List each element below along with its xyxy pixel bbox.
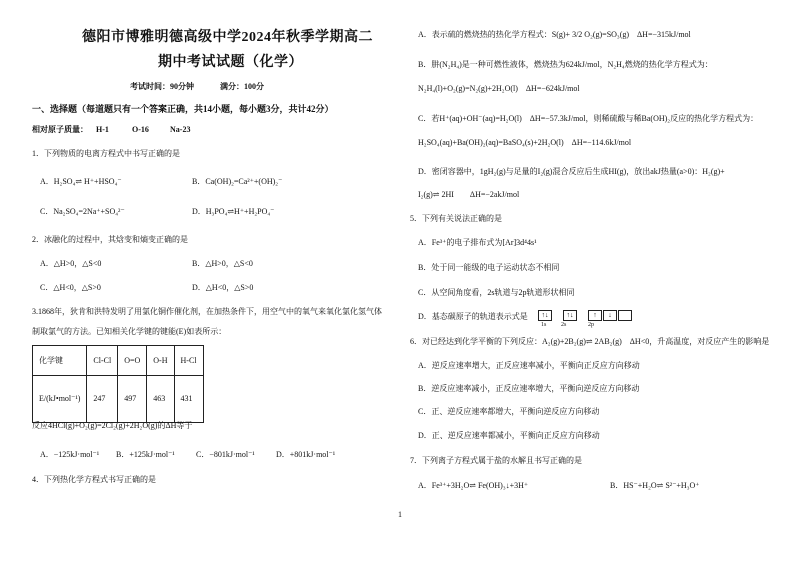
bond-table-value-row: [33, 376, 204, 423]
exam-title-line2: 期中考试试题（化学）: [158, 55, 303, 70]
q4-option-c-line1: C．若H⁺(aq)+OH⁻(aq)=H₂O(l) ΔH=−57.3kJ/mol，则稀硫酸与稀Ba(OH)₂反应的热化学方程式为：: [418, 114, 759, 123]
exam-title-line1: 德阳市博雅明德高级中学2024年秋季学期高二: [82, 30, 373, 45]
q6-option-b: B．逆反应速率减小，正反应速率增大，平衡向逆反应方向移动: [418, 384, 640, 393]
q1-option-c: C．Na₂SO₄=2Na⁺+SO₄²⁻: [40, 207, 125, 216]
q4-option-c-line2: H₂SO₄(aq)+Ba(OH)₂(aq)=BaSO₄(s)+2H₂O(l) ΔH=−114.6kJ/mol: [418, 138, 632, 147]
orbital-box-2p: ↓: [603, 310, 617, 321]
q7-option-a: A．Fe³⁺+3H₂O⇌ Fe(OH)₃↓+3H⁺: [418, 481, 529, 490]
q4-option-d-line2: I₂(g)⇌ 2HI ΔH=−2akJ/mol: [418, 190, 520, 199]
bond-table-cell: Cl-Cl: [87, 346, 118, 376]
q3-reaction: 反应4HCl(g)+O₂(g)=2Cl₂(g)+2H₂O(g)的ΔH等于: [32, 421, 193, 430]
q3-option-d: D．+801kJ·mol⁻¹: [276, 450, 336, 459]
orbital-box-1s: ↑↓: [538, 310, 552, 321]
atomic-mass-na: Na-23: [170, 125, 191, 134]
exam-time: 考试时间：90分钟: [130, 82, 194, 91]
q2-option-c: C．△H<0，△S>0: [40, 283, 101, 292]
bond-table-cell: O-H: [147, 346, 174, 376]
q3-option-b: B．+125kJ·mol⁻¹: [116, 450, 175, 459]
q3-option-a: A．−125kJ·mol⁻¹: [40, 450, 100, 459]
q5-option-c: C．从空间角度看，2s轨道与2p轨道形状相同: [418, 288, 575, 297]
q4-option-b-line2: N₂H₄(l)+O₂(g)=N₂(g)+2H₂O(l) ΔH=−624kJ/mol: [418, 84, 580, 93]
bond-table-cell: 247: [87, 376, 118, 423]
bond-table-cell: 431: [174, 376, 203, 423]
q5-option-a: A．Fe³⁺的电子排布式为[Ar]3d⁴4s¹: [418, 238, 537, 247]
atomic-mass-label: 相对原子质量：: [32, 125, 88, 134]
bond-table-header-row: [33, 346, 204, 376]
q2-option-a: A．△H>0，△S<0: [40, 259, 102, 268]
atomic-mass-o: O-16: [132, 125, 149, 134]
q4-option-b-line1: B．肼(N₂H₄)是一种可燃性液体，燃烧热为624kJ/mol，N₂H₄燃烧的热化学方程式为：: [418, 60, 713, 69]
atomic-mass-h: H-1: [96, 125, 109, 134]
left-column: [30, 0, 400, 561]
orbital-label-1s: 1s: [541, 322, 547, 328]
q4-option-a: A．表示硫的燃烧热的热化学方程式：S(g)+ 3/2 O₂(g)=SO₃(g) ΔH=−315kJ/mol: [418, 30, 691, 39]
right-column: [410, 0, 770, 561]
bond-table-cell: 化学键: [33, 346, 87, 376]
q5-option-d: D．基态碳原子的轨道表示式是: [418, 312, 528, 321]
orbital-box-2p: [618, 310, 632, 321]
q7-stem: 7．下列离子方程式属于盐的水解且书写正确的是: [410, 456, 582, 465]
q6-stem: 6．对已经达到化学平衡的下列反应：A₂(g)+2B₂(g)⇌ 2AB₂(g) ΔH<0，升高温度，对反应产生的影响是: [410, 337, 770, 346]
bond-table-cell: 497: [118, 376, 147, 423]
q7-option-b: B．HS⁻+H₂O⇌ S²⁻+H₃O⁺: [610, 481, 700, 490]
bond-energy-table: [32, 345, 204, 423]
q2-option-d: D．△H<0，△S>0: [192, 283, 254, 292]
q5-option-b: B．处于同一能级的电子运动状态不相同: [418, 263, 560, 272]
q6-option-d: D．正、逆反应速率都减小，平衡向正反应方向移动: [418, 431, 600, 440]
orbital-label-2s: 2s: [561, 322, 567, 328]
q2-option-b: B．△H>0，△S<0: [192, 259, 253, 268]
q4-stem: 4．下列热化学方程式书写正确的是: [32, 475, 156, 484]
page-number: 1: [398, 510, 402, 519]
bond-table-cell: 463: [147, 376, 174, 423]
q3-option-c: C．−801kJ·mol⁻¹: [196, 450, 255, 459]
q1-option-a: A．H₂SO₄⇌ H⁺+HSO₄⁻: [40, 177, 122, 186]
bond-table-cell: H-Cl: [174, 346, 203, 376]
q4-option-d-line1: D．密闭容器中，1gH₂(g)与足量的I₂(g)混合反应后生成HI(g)，放出akJ热量(a>0)：H₂(g)+: [418, 167, 725, 176]
bond-table-cell: E/(kJ•mol⁻¹): [33, 376, 87, 423]
q1-option-d: D．H₃PO₄⇌H⁺+H₂PO₄⁻: [192, 207, 275, 216]
q1-stem: 1．下列物质的电离方程式中书写正确的是: [32, 149, 180, 158]
q3-stem-line1: 3.1868年，狄肯和洪特发明了用氯化铜作催化剂，在加热条件下，用空气中的氧气来氧化氯化氢气体: [32, 307, 382, 316]
section1-heading: 一、选择题（每道题只有一个答案正确，共14小题，每小题3分，共计42分）: [32, 104, 334, 114]
q2-stem: 2．冰融化的过程中，其焓变和熵变正确的是: [32, 235, 188, 244]
orbital-box-2s: ↑↓: [563, 310, 577, 321]
q6-option-c: C．正、逆反应速率都增大，平衡向逆反应方向移动: [418, 407, 600, 416]
q1-option-b: B．Ca(OH)₂=Ca²⁺+(OH)₂⁻: [192, 177, 283, 186]
carbon-orbital-diagram: [538, 310, 633, 321]
q5-stem: 5．下列有关说法正确的是: [410, 214, 502, 223]
q3-stem-line2: 制取氯气的方法。已知相关化学键的键能(E)如表所示：: [32, 327, 227, 336]
orbital-label-2p: 2p: [588, 322, 594, 328]
q6-option-a: A．逆反应速率增大，正反应速率减小，平衡向正反应方向移动: [418, 361, 640, 370]
full-score: 满分：100分: [220, 82, 264, 91]
bond-table-cell: O=O: [118, 346, 147, 376]
orbital-box-2p: ↑: [588, 310, 602, 321]
